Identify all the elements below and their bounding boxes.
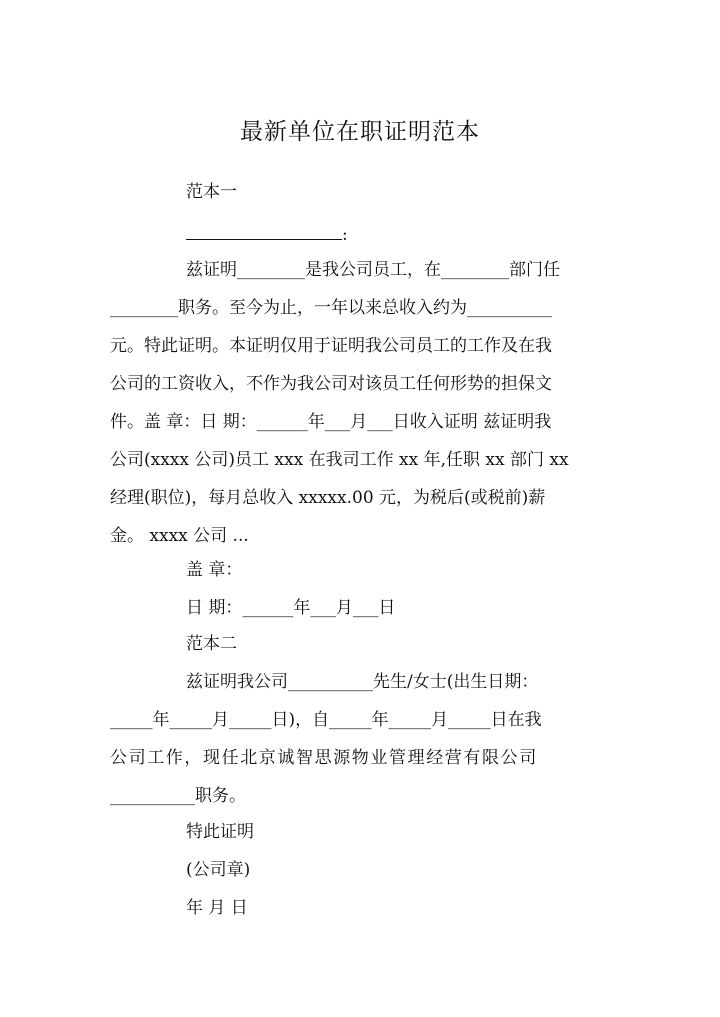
paragraph-line: 兹证明________是我公司员工，在________部门任 bbox=[186, 260, 560, 280]
paragraph-line: __________职务。 bbox=[110, 786, 246, 806]
paragraph-line: 公司(xxxx 公司)员工 xxx 在我司工作 xx 年,任职 xx 部门 xx bbox=[110, 450, 569, 470]
company-seal-line: (公司章) bbox=[186, 860, 251, 880]
signature-date-line: 年 月 日 bbox=[186, 898, 248, 918]
paragraph-line: _____年_____月_____日)，自_____年_____月_____日在我 bbox=[110, 710, 542, 730]
paragraph-line: ________职务。至今为止，一年以来总收入约为__________ bbox=[110, 298, 552, 318]
date-line: 日 期：______年___月___日 bbox=[186, 598, 396, 618]
seal-line: 盖 章： bbox=[186, 560, 243, 580]
paragraph-line: 兹证明我公司__________先生/女士(出生日期： bbox=[186, 672, 539, 692]
paragraph-line: 件。盖 章：日 期：______年___月___日收入证明 兹证明我 bbox=[110, 412, 552, 432]
paragraph-line: 公司的工资收入，不作为我公司对该员工任何形势的担保文 bbox=[110, 374, 552, 394]
paragraph-line: 公司工作，现任北京诚智思源物业管理经营有限公司 bbox=[110, 748, 538, 768]
certification-line: 特此证明 bbox=[186, 822, 254, 842]
sample-one-heading: 范本一 bbox=[186, 182, 237, 202]
addressee-line bbox=[186, 222, 610, 247]
paragraph-line: 金。 xxxx 公司 ... bbox=[110, 526, 249, 546]
paragraph-line: 元。特此证明。本证明仅用于证明我公司员工的工作及在我 bbox=[110, 336, 552, 356]
document-title: 最新单位在职证明范本 bbox=[240, 119, 480, 145]
addressee-blank bbox=[186, 222, 342, 240]
paragraph-line: 经理(职位)，每月总收入 xxxxx.00 元，为税后(或税前)薪 bbox=[110, 488, 546, 508]
sample-two-heading: 范本二 bbox=[186, 634, 237, 654]
addressee-colon: : bbox=[342, 225, 348, 245]
